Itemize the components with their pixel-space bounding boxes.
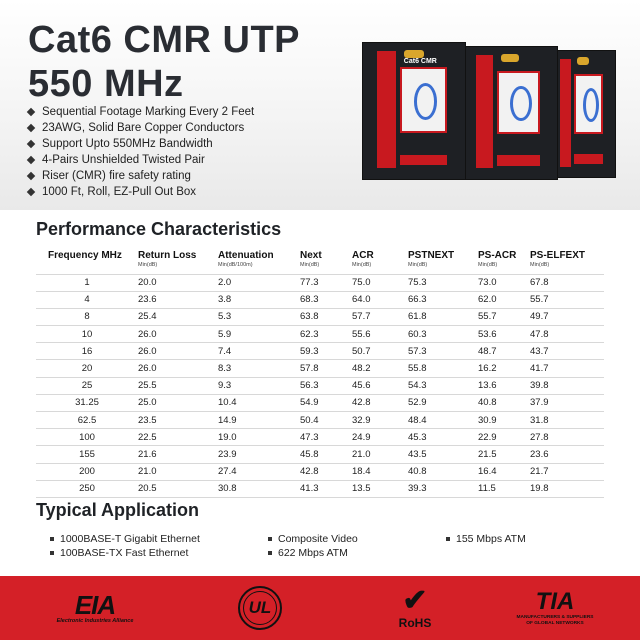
diamond-bullet-icon: [27, 172, 35, 180]
table-cell: 43.5: [408, 446, 478, 463]
column-header: PS-ACR Min(dB): [478, 250, 517, 268]
table-cell: 11.5: [478, 480, 530, 497]
table-cell: 27.8: [530, 429, 604, 446]
table-cell: 45.6: [352, 377, 408, 394]
table-cell: 39.3: [408, 480, 478, 497]
table-cell: 42.8: [300, 463, 352, 480]
square-bullet-icon: [50, 537, 54, 541]
table-cell: 42.8: [352, 394, 408, 411]
table-cell: 64.0: [352, 291, 408, 308]
table-cell: 14.9: [218, 412, 300, 429]
ul-circle-icon: UL: [238, 586, 282, 630]
table-row: [36, 377, 604, 394]
application-item: 155 Mbps ATM: [446, 533, 526, 545]
diamond-bullet-icon: [27, 156, 35, 164]
application-item: Composite Video: [268, 533, 358, 545]
product-title: [28, 18, 300, 106]
table-cell: 43.7: [530, 343, 604, 360]
table-cell: 26.0: [138, 343, 218, 360]
diamond-bullet-icon: [27, 140, 35, 148]
table-cell: 9.3: [218, 377, 300, 394]
certification-footer: [0, 576, 640, 640]
table-cell: 56.3: [300, 377, 352, 394]
diamond-bullet-icon: [27, 108, 35, 116]
feature-item: 4-Pairs Unshielded Twisted Pair: [26, 152, 254, 168]
application-title: Typical Application: [36, 500, 200, 520]
diamond-bullet-icon: [27, 188, 35, 196]
table-cell: 66.3: [408, 291, 478, 308]
table-cell: 40.8: [408, 463, 478, 480]
table-cell: 25.4: [138, 308, 218, 325]
product-box: [362, 42, 466, 180]
table-cell: 155: [36, 446, 138, 463]
table-row: [36, 360, 604, 377]
column-header: PS-ELFEXT Min(dB): [530, 250, 586, 268]
table-cell: 19.0: [218, 429, 300, 446]
table-row: [36, 274, 604, 291]
table-cell: 23.6: [530, 446, 604, 463]
table-cell: 62.3: [300, 326, 352, 343]
table-cell: 50.4: [300, 412, 352, 429]
eia-logo: EIA Electronic Industries Alliance: [56, 590, 134, 624]
feature-item: 1000 Ft, Roll, EZ-Pull Out Box: [26, 184, 254, 200]
table-cell: 62.0: [478, 291, 530, 308]
table-cell: 31.8: [530, 412, 604, 429]
feature-item: 23AWG, Solid Bare Copper Conductors: [26, 120, 254, 136]
table-cell: 47.3: [300, 429, 352, 446]
table-cell: 13.5: [352, 480, 408, 497]
table-row: [36, 480, 604, 497]
table-cell: 21.6: [138, 446, 218, 463]
table-cell: 8: [36, 308, 138, 325]
table-row: [36, 326, 604, 343]
table-row: [36, 463, 604, 480]
table-cell: 77.3: [300, 274, 352, 291]
table-cell: 5.3: [218, 308, 300, 325]
table-cell: 21.0: [138, 463, 218, 480]
table-cell: 30.8: [218, 480, 300, 497]
table-cell: 55.8: [408, 360, 478, 377]
table-cell: 1: [36, 274, 138, 291]
table-cell: 37.9: [530, 394, 604, 411]
table-cell: 75.3: [408, 274, 478, 291]
feature-item: Riser (CMR) fire safety rating: [26, 168, 254, 184]
square-bullet-icon: [446, 537, 450, 541]
feature-item: Sequential Footage Marking Every 2 Feet: [26, 104, 254, 120]
column-header: Attenuation Min(dB/100m): [218, 250, 274, 268]
table-cell: 49.7: [530, 308, 604, 325]
table-cell: 16: [36, 343, 138, 360]
title-line-2: 550 MHz: [28, 63, 184, 105]
square-bullet-icon: [50, 551, 54, 555]
title-line-1: Cat6 CMR UTP: [28, 19, 301, 61]
table-cell: 54.3: [408, 377, 478, 394]
table-cell: 41.3: [300, 480, 352, 497]
table-cell: 100: [36, 429, 138, 446]
table-cell: 22.5: [138, 429, 218, 446]
table-cell: 55.7: [530, 291, 604, 308]
table-cell: 26.0: [138, 360, 218, 377]
table-row: [36, 412, 604, 429]
table-cell: 26.0: [138, 326, 218, 343]
table-cell: 57.8: [300, 360, 352, 377]
table-cell: 19.8: [530, 480, 604, 497]
table-cell: 48.4: [408, 412, 478, 429]
table-cell: 21.0: [352, 446, 408, 463]
table-cell: 200: [36, 463, 138, 480]
table-cell: 45.8: [300, 446, 352, 463]
table-cell: 55.6: [352, 326, 408, 343]
table-header-row: [36, 244, 604, 274]
table-cell: 47.8: [530, 326, 604, 343]
square-bullet-icon: [268, 537, 272, 541]
table-cell: 25.5: [138, 377, 218, 394]
rohs-logo: ✔ RoHS: [398, 584, 432, 630]
product-boxes-image: [358, 42, 618, 182]
square-bullet-icon: [268, 551, 272, 555]
table-cell: 40.8: [478, 394, 530, 411]
table-cell: 45.3: [408, 429, 478, 446]
tia-logo: TIA MANUFACTURERS & SUPPLIERS OF GLOBAL NETWORKS: [516, 588, 594, 626]
checkmark-icon: ✔: [402, 584, 428, 617]
table-cell: 52.9: [408, 394, 478, 411]
table-cell: 16.2: [478, 360, 530, 377]
table-cell: 25: [36, 377, 138, 394]
table-cell: 13.6: [478, 377, 530, 394]
table-cell: 2.0: [218, 274, 300, 291]
table-cell: 41.7: [530, 360, 604, 377]
table-cell: 23.5: [138, 412, 218, 429]
table-cell: 23.6: [138, 291, 218, 308]
table-cell: 21.7: [530, 463, 604, 480]
feature-item: Support Upto 550MHz Bandwidth: [26, 136, 254, 152]
table-cell: 16.4: [478, 463, 530, 480]
feature-list: [26, 104, 254, 200]
table-cell: 61.8: [408, 308, 478, 325]
table-cell: 48.2: [352, 360, 408, 377]
table-cell: 48.7: [478, 343, 530, 360]
table-row: [36, 394, 604, 411]
table-cell: 20.0: [138, 274, 218, 291]
diamond-bullet-icon: [27, 124, 35, 132]
table-row: [36, 343, 604, 360]
hero-section: [0, 0, 640, 210]
table-row: [36, 429, 604, 446]
table-cell: 62.5: [36, 412, 138, 429]
table-cell: 3.8: [218, 291, 300, 308]
box-label-text: Cat6 CMR: [403, 57, 437, 65]
table-cell: 57.3: [408, 343, 478, 360]
table-cell: 54.9: [300, 394, 352, 411]
application-item: 1000BASE-T Gigabit Ethernet: [50, 533, 200, 545]
table-cell: 22.9: [478, 429, 530, 446]
table-cell: 59.3: [300, 343, 352, 360]
table-row: [36, 308, 604, 325]
table-cell: 10: [36, 326, 138, 343]
table-cell: 10.4: [218, 394, 300, 411]
table-cell: 75.0: [352, 274, 408, 291]
table-cell: 5.9: [218, 326, 300, 343]
table-cell: 23.9: [218, 446, 300, 463]
table-cell: 20.5: [138, 480, 218, 497]
performance-title: Performance Characteristics: [36, 219, 282, 239]
table-cell: 39.8: [530, 377, 604, 394]
table-row: [36, 291, 604, 308]
application-item: 622 Mbps ATM: [268, 547, 348, 559]
column-header: ACR Min(dB): [352, 250, 374, 268]
product-box: [550, 50, 616, 178]
table-cell: 18.4: [352, 463, 408, 480]
table-cell: 67.8: [530, 274, 604, 291]
ul-logo: [230, 576, 290, 640]
table-cell: 30.9: [478, 412, 530, 429]
table-cell: 57.7: [352, 308, 408, 325]
table-cell: 7.4: [218, 343, 300, 360]
table-cell: 8.3: [218, 360, 300, 377]
table-cell: 53.6: [478, 326, 530, 343]
performance-table: [36, 244, 604, 498]
column-header: Return Loss Min(dB): [138, 250, 197, 268]
table-cell: 32.9: [352, 412, 408, 429]
table-cell: 68.3: [300, 291, 352, 308]
table-cell: 21.5: [478, 446, 530, 463]
column-header: PSTNEXT Min(dB): [408, 250, 455, 268]
table-cell: 73.0: [478, 274, 530, 291]
column-header: Frequency MHz: [48, 250, 122, 261]
table-cell: 25.0: [138, 394, 218, 411]
table-cell: 20: [36, 360, 138, 377]
product-box: [462, 46, 558, 180]
table-cell: 4: [36, 291, 138, 308]
table-cell: 63.8: [300, 308, 352, 325]
table-cell: 60.3: [408, 326, 478, 343]
table-cell: 55.7: [478, 308, 530, 325]
table-cell: 50.7: [352, 343, 408, 360]
table-cell: 24.9: [352, 429, 408, 446]
application-item: 100BASE-TX Fast Ethernet: [50, 547, 188, 559]
table-cell: 250: [36, 480, 138, 497]
table-cell: 27.4: [218, 463, 300, 480]
column-header: Next Min(dB): [300, 250, 322, 268]
table-row: [36, 446, 604, 463]
table-cell: 31.25: [36, 394, 138, 411]
